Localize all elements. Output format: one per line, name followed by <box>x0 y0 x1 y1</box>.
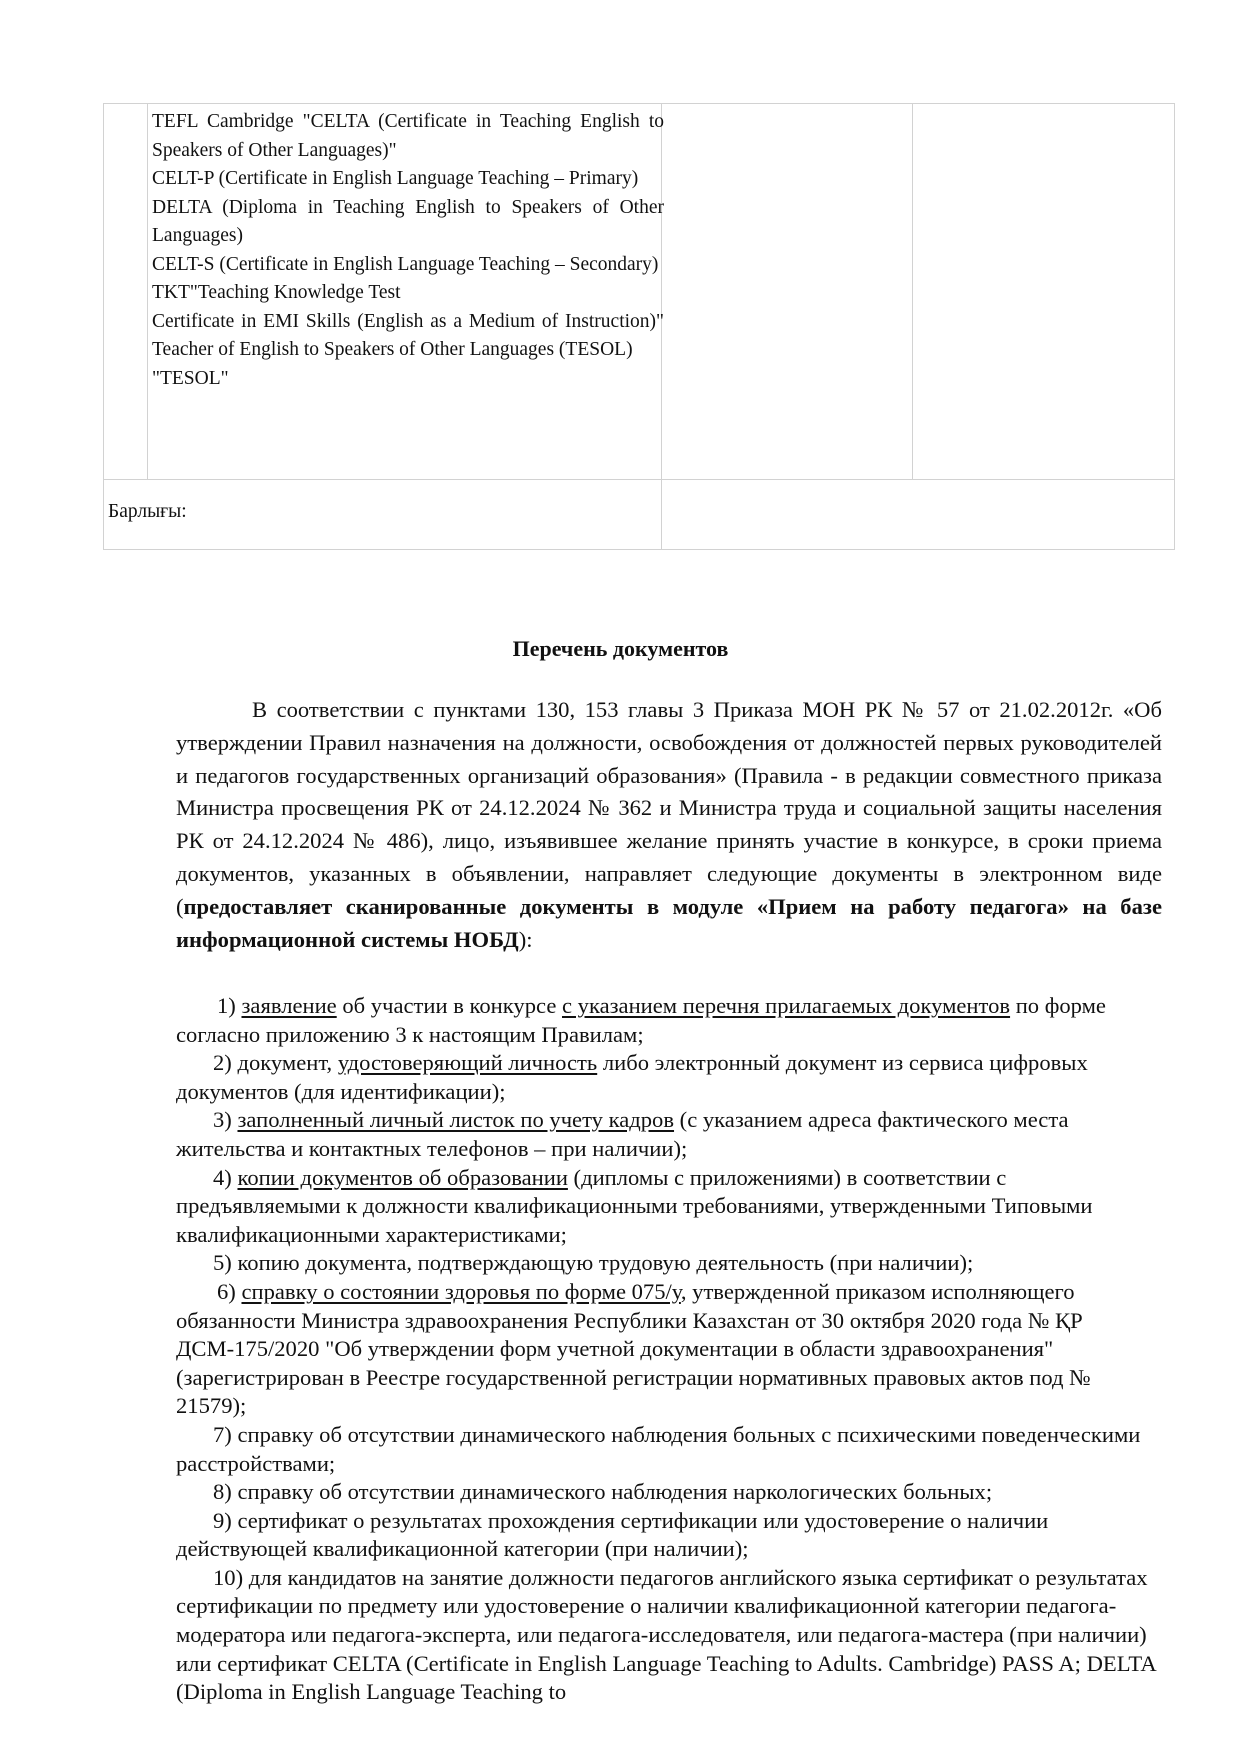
list-item <box>176 1278 1162 1421</box>
item-text: 10) для кандидатов на занятие должности педагогов английского языка сертификат о результатах сертификации по предмету или удостоверение о наличии квалификационной категории педагога-модератора или педагога-эксперта, или педагога-исследователя, или педагога-мастера (при наличии) или сертификат CELTA (Certificate in English Language Teaching to Adults. Cambridge) PASS A; DELTA (Diploma in English Language Teaching to <box>176 1564 1156 1705</box>
underlined-text: с указанием перечня прилагаемых документов <box>562 993 1011 1018</box>
documents-list <box>176 992 1162 1707</box>
item-text: (дипломы с приложениями) в соответствии с предъявляемыми к должности квалификационными требованиями, утвержденными Типовыми квалификационными характеристиками; <box>176 1164 1093 1247</box>
item-number: 2) документ, <box>213 1050 338 1076</box>
list-item <box>176 1507 1162 1564</box>
item-text: об участии в конкурсе <box>336 993 562 1018</box>
list-item <box>176 1106 1162 1163</box>
certificate-item: "TESOL" <box>152 367 229 389</box>
item-number: 3) <box>213 1107 238 1133</box>
item-text: (с указанием адреса фактического места жительства и контактных телефонов – при наличии); <box>176 1107 1069 1161</box>
list-item <box>176 1249 1162 1278</box>
item-number: 6) <box>217 1278 242 1304</box>
list-item <box>176 1478 1162 1507</box>
item-text: по форме согласно приложению 3 к настоящим Правилам; <box>176 993 1106 1047</box>
underlined-text: копии документов об образовании <box>237 1164 568 1190</box>
item-text: 5) копию документа, подтверждающую трудовую деятельность (при наличии); <box>213 1250 974 1276</box>
table-divider <box>147 104 148 479</box>
table-divider <box>104 479 1174 480</box>
item-text: , утвержденной приказом исполняющего обязанности Министра здравоохранения Республики Казахстан от 30 октября 2020 года № ҚР ДСМ-175/2020 "Об утверждении форм учетной документации в области здравоохранения" (зарегистрирован в Реестре государственной регистрации нормативных правовых актов под № 21579); <box>176 1278 1091 1419</box>
certificates-cell <box>152 108 664 393</box>
table-divider <box>912 104 913 479</box>
item-number: 4) <box>213 1164 238 1190</box>
certificate-item: CELT-S (Certificate in English Language Teaching – Secondary) <box>152 253 659 275</box>
intro-text: В соответствии с пунктами 130, 153 главы 3 Приказа МОН РК № 57 от 21.02.2012г. «Об утверждении Правил назначения на должности, освобождения от должностей первых руководителей и педагогов государственных организаций образования» (Правила - в редакции совместного приказа Министра просвещения РК от 24.12.2024 № 362 и Министра труда и социальной защиты населения РК от 24.12.2024 № 486), лицо, изъявившее желание принять участие в конкурсе, в сроки приема документов, указанных в объявлении, направляет следующие документы в электронном виде ( <box>176 697 1162 919</box>
list-item <box>176 992 1162 1049</box>
underlined-text: заполненный личный листок по учету кадров <box>237 1107 675 1133</box>
list-item <box>176 1049 1162 1106</box>
certificate-item: TEFL Cambridge "CELTA (Certificate in Teaching English to Speakers of Other Languages)" <box>152 111 664 161</box>
intro-paragraph <box>176 694 1162 956</box>
certificate-item: CELT-P (Certificate in English Language Teaching – Primary) <box>152 168 639 189</box>
certificate-item: TKT"Teaching Knowledge Test <box>152 282 401 303</box>
list-item <box>176 1164 1162 1250</box>
list-item <box>176 1564 1162 1707</box>
page-title: Перечень документов <box>512 636 729 661</box>
certificates-table <box>103 103 1175 550</box>
item-text: 7) справку об отсутствии динамического наблюдения больных с психическими поведенческими расстройствами; <box>176 1421 1141 1476</box>
intro-text-end: ): <box>518 926 533 952</box>
underlined-text: удостоверяющий личность <box>337 1050 598 1076</box>
certificate-item: Certificate in EMI Skills (English as a Medium of Instruction)" Teacher of English to Speakers of Other Languages (TESOL) <box>152 310 664 360</box>
item-text: 9) сертификат о результатах прохождения сертификации или удостоверение о наличии действующей квалификационной категории (при наличии); <box>176 1507 1049 1562</box>
certificate-item: DELTA (Diploma in Teaching English to Speakers of Other Languages) <box>152 196 664 246</box>
item-text: либо электронный документ из сервиса цифровых документов (для идентификации); <box>176 1050 1088 1104</box>
total-label: Барлығы: <box>108 501 187 522</box>
item-number: 1) <box>217 993 242 1018</box>
intro-bold-text: предоставляет сканированные документы в модуле «Прием на работу педагога» на базе информационной системы НОБД <box>176 893 1162 952</box>
list-item <box>176 1421 1162 1478</box>
underlined-text: заявление <box>241 993 337 1018</box>
item-text: 8) справку об отсутствии динамического наблюдения наркологических больных; <box>213 1479 993 1505</box>
underlined-text: справку о состоянии здоровья по форме 075/у <box>241 1278 681 1304</box>
